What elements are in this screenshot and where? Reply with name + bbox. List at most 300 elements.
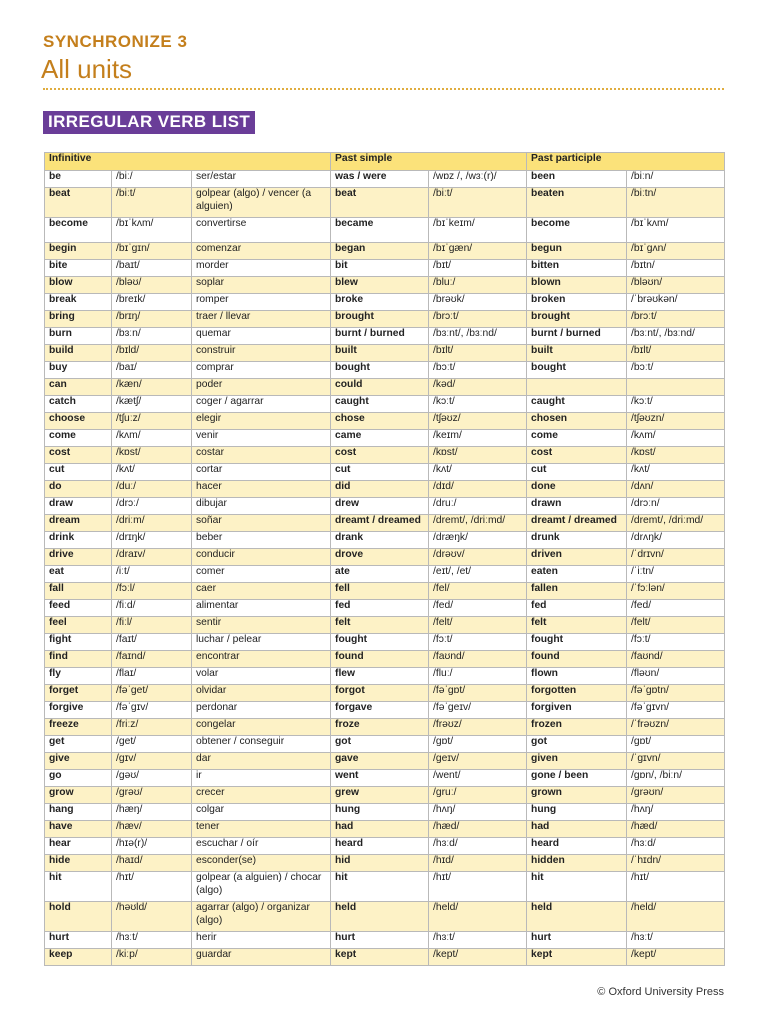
infinitive-cell: grow (45, 787, 112, 804)
past-participle-ipa-cell: /biːtn/ (627, 188, 725, 218)
translation-cell: comer (192, 566, 331, 583)
translation-cell: ser/estar (192, 171, 331, 188)
infinitive-cell: cut (45, 464, 112, 481)
copyright-footer: © Oxford University Press (597, 986, 724, 998)
infinitive-ipa-cell: /bɪˈɡɪn/ (112, 243, 192, 260)
translation-cell: agarrar (algo) / organizar (algo) (192, 902, 331, 932)
past-participle-cell: held (527, 902, 627, 932)
infinitive-ipa-cell: /ɡɪv/ (112, 753, 192, 770)
infinitive-ipa-cell: /tʃuːz/ (112, 413, 192, 430)
past-simple-ipa-cell: /brɔːt/ (429, 311, 527, 328)
translation-cell: dibujar (192, 498, 331, 515)
past-simple-ipa-cell: /ɡruː/ (429, 787, 527, 804)
past-participle-ipa-cell: /held/ (627, 902, 725, 932)
past-participle-cell: had (527, 821, 627, 838)
past-simple-cell: drank (331, 532, 429, 549)
infinitive-ipa-cell: /driːm/ (112, 515, 192, 532)
past-participle-ipa-cell: /drʌŋk/ (627, 532, 725, 549)
past-participle-cell: fed (527, 600, 627, 617)
past-simple-ipa-cell: /tʃəʊz/ (429, 413, 527, 430)
past-simple-cell: felt (331, 617, 429, 634)
infinitive-ipa-cell: /bɜːn/ (112, 328, 192, 345)
past-participle-ipa-cell: /hɪt/ (627, 872, 725, 902)
past-participle-cell: hidden (527, 855, 627, 872)
table-row (45, 515, 725, 532)
past-simple-ipa-cell: /hɪt/ (429, 872, 527, 902)
infinitive-ipa-cell: /faɪnd/ (112, 651, 192, 668)
table-row (45, 481, 725, 498)
table-row (45, 838, 725, 855)
infinitive-cell: eat (45, 566, 112, 583)
infinitive-ipa-cell: /bləʊ/ (112, 277, 192, 294)
past-simple-ipa-cell: /druː/ (429, 498, 527, 515)
translation-cell: obtener / conseguir (192, 736, 331, 753)
infinitive-ipa-cell: /draɪv/ (112, 549, 192, 566)
past-simple-cell: forgave (331, 702, 429, 719)
infinitive-cell: begin (45, 243, 112, 260)
infinitive-ipa-cell: /baɪt/ (112, 260, 192, 277)
past-participle-ipa-cell: /ˈbrəʊkən/ (627, 294, 725, 311)
section-heading: IRREGULAR VERB LIST (43, 111, 255, 134)
translation-cell: alimentar (192, 600, 331, 617)
past-participle-ipa-cell: /ɡɒt/ (627, 736, 725, 753)
past-participle-ipa-cell: /ˈfrəʊzn/ (627, 719, 725, 736)
past-participle-cell: fallen (527, 583, 627, 600)
translation-cell: morder (192, 260, 331, 277)
past-participle-cell: chosen (527, 413, 627, 430)
translation-cell: soplar (192, 277, 331, 294)
past-participle-cell: heard (527, 838, 627, 855)
past-simple-ipa-cell: /hɜːt/ (429, 932, 527, 949)
past-participle-ipa-cell: /hæd/ (627, 821, 725, 838)
past-participle-cell: flown (527, 668, 627, 685)
past-participle-ipa-cell: /kʌm/ (627, 430, 725, 447)
past-participle-cell: hit (527, 872, 627, 902)
translation-cell: construir (192, 345, 331, 362)
past-simple-cell: froze (331, 719, 429, 736)
past-simple-ipa-cell: /fəˈɡɒt/ (429, 685, 527, 702)
past-participle-ipa-cell: /bɪˈkʌm/ (627, 218, 725, 243)
infinitive-cell: blow (45, 277, 112, 294)
past-simple-cell: hurt (331, 932, 429, 949)
table-row (45, 753, 725, 770)
past-participle-ipa-cell: /bɪˈɡʌn/ (627, 243, 725, 260)
infinitive-cell: build (45, 345, 112, 362)
table-row (45, 188, 725, 218)
table-row (45, 719, 725, 736)
table-row (45, 949, 725, 966)
past-simple-cell: brought (331, 311, 429, 328)
past-simple-ipa-cell: /fluː/ (429, 668, 527, 685)
infinitive-ipa-cell: /biː/ (112, 171, 192, 188)
past-simple-ipa-cell: /kept/ (429, 949, 527, 966)
infinitive-ipa-cell: /ɡet/ (112, 736, 192, 753)
past-participle-cell: bitten (527, 260, 627, 277)
infinitive-cell: feed (45, 600, 112, 617)
past-participle-cell: dreamt / dreamed (527, 515, 627, 532)
past-participle-ipa-cell: /bɔːt/ (627, 362, 725, 379)
infinitive-cell: hurt (45, 932, 112, 949)
translation-cell: soñar (192, 515, 331, 532)
past-participle-ipa-cell: /fɔːt/ (627, 634, 725, 651)
infinitive-cell: hide (45, 855, 112, 872)
infinitive-ipa-cell: /fəˈɡɪv/ (112, 702, 192, 719)
table-row (45, 277, 725, 294)
past-participle-cell: beaten (527, 188, 627, 218)
past-simple-cell: hit (331, 872, 429, 902)
translation-cell: traer / llevar (192, 311, 331, 328)
past-participle-ipa-cell: /fləʊn/ (627, 668, 725, 685)
past-simple-cell: fed (331, 600, 429, 617)
past-simple-ipa-cell: /wɒz /, /wɜː(r)/ (429, 171, 527, 188)
infinitive-ipa-cell: /friːz/ (112, 719, 192, 736)
past-simple-ipa-cell: /fel/ (429, 583, 527, 600)
past-simple-ipa-cell: /kɒst/ (429, 447, 527, 464)
table-row (45, 171, 725, 188)
past-simple-cell: burnt / burned (331, 328, 429, 345)
table-row (45, 311, 725, 328)
infinitive-cell: hit (45, 872, 112, 902)
verb-table-body (45, 171, 725, 966)
translation-cell: conducir (192, 549, 331, 566)
infinitive-cell: cost (45, 447, 112, 464)
past-simple-ipa-cell: /ɡɒt/ (429, 736, 527, 753)
infinitive-cell: drive (45, 549, 112, 566)
past-simple-ipa-cell: /eɪt/, /et/ (429, 566, 527, 583)
infinitive-ipa-cell: /brɪŋ/ (112, 311, 192, 328)
translation-cell: tener (192, 821, 331, 838)
table-row (45, 260, 725, 277)
past-participle-cell: gone / been (527, 770, 627, 787)
translation-cell: ir (192, 770, 331, 787)
past-participle-ipa-cell: /faʊnd/ (627, 651, 725, 668)
past-participle-cell: given (527, 753, 627, 770)
past-participle-cell: blown (527, 277, 627, 294)
past-simple-ipa-cell: /bɔːt/ (429, 362, 527, 379)
translation-cell: beber (192, 532, 331, 549)
infinitive-cell: fall (45, 583, 112, 600)
infinitive-cell: buy (45, 362, 112, 379)
table-row (45, 855, 725, 872)
past-participle-cell: cost (527, 447, 627, 464)
infinitive-cell: forgive (45, 702, 112, 719)
infinitive-ipa-cell: /kætʃ/ (112, 396, 192, 413)
past-participle-cell (527, 379, 627, 396)
past-simple-ipa-cell: /dɪd/ (429, 481, 527, 498)
translation-cell: esconder(se) (192, 855, 331, 872)
table-row (45, 345, 725, 362)
past-simple-cell: hid (331, 855, 429, 872)
infinitive-cell: fight (45, 634, 112, 651)
past-simple-ipa-cell: /bɪlt/ (429, 345, 527, 362)
table-row (45, 294, 725, 311)
header-past-participle: Past participle (527, 153, 725, 171)
past-participle-cell: drunk (527, 532, 627, 549)
past-simple-cell: did (331, 481, 429, 498)
past-participle-cell: become (527, 218, 627, 243)
table-row (45, 702, 725, 719)
past-participle-cell: bought (527, 362, 627, 379)
table-row (45, 447, 725, 464)
past-participle-cell: drawn (527, 498, 627, 515)
infinitive-ipa-cell: /iːt/ (112, 566, 192, 583)
past-participle-cell: hung (527, 804, 627, 821)
infinitive-ipa-cell: /biːt/ (112, 188, 192, 218)
past-simple-ipa-cell: /kəd/ (429, 379, 527, 396)
past-simple-cell: bit (331, 260, 429, 277)
infinitive-ipa-cell: /hɪə(r)/ (112, 838, 192, 855)
translation-cell: quemar (192, 328, 331, 345)
infinitive-cell: find (45, 651, 112, 668)
translation-cell: congelar (192, 719, 331, 736)
past-simple-cell: beat (331, 188, 429, 218)
infinitive-ipa-cell: /ɡrəʊ/ (112, 787, 192, 804)
table-row (45, 362, 725, 379)
table-row (45, 736, 725, 753)
past-simple-cell: came (331, 430, 429, 447)
infinitive-cell: go (45, 770, 112, 787)
infinitive-ipa-cell: /fiːd/ (112, 600, 192, 617)
infinitive-ipa-cell: /haɪd/ (112, 855, 192, 872)
infinitive-cell: hold (45, 902, 112, 932)
past-participle-ipa-cell: /hɜːt/ (627, 932, 725, 949)
table-row (45, 804, 725, 821)
table-row (45, 566, 725, 583)
dotted-divider (43, 88, 724, 90)
infinitive-cell: have (45, 821, 112, 838)
past-simple-ipa-cell: /went/ (429, 770, 527, 787)
past-simple-cell: went (331, 770, 429, 787)
translation-cell: comenzar (192, 243, 331, 260)
translation-cell: caer (192, 583, 331, 600)
past-participle-cell: felt (527, 617, 627, 634)
table-header-row (45, 153, 725, 171)
table-row (45, 685, 725, 702)
infinitive-ipa-cell: /baɪ/ (112, 362, 192, 379)
past-participle-cell: forgotten (527, 685, 627, 702)
infinitive-cell: beat (45, 188, 112, 218)
past-simple-cell: cost (331, 447, 429, 464)
translation-cell: luchar / pelear (192, 634, 331, 651)
infinitive-ipa-cell: /kæn/ (112, 379, 192, 396)
past-participle-ipa-cell: /ˈfɔːlən/ (627, 583, 725, 600)
past-participle-cell: fought (527, 634, 627, 651)
table-row (45, 583, 725, 600)
past-participle-cell: cut (527, 464, 627, 481)
past-simple-cell: ate (331, 566, 429, 583)
past-participle-ipa-cell: /bləʊn/ (627, 277, 725, 294)
past-participle-cell: frozen (527, 719, 627, 736)
translation-cell: coger / agarrar (192, 396, 331, 413)
past-simple-cell: kept (331, 949, 429, 966)
past-participle-cell: been (527, 171, 627, 188)
translation-cell: cortar (192, 464, 331, 481)
past-participle-ipa-cell: /ˈɡɪvn/ (627, 753, 725, 770)
infinitive-cell: drink (45, 532, 112, 549)
infinitive-ipa-cell: /kɒst/ (112, 447, 192, 464)
past-participle-ipa-cell: /brɔːt/ (627, 311, 725, 328)
page-title: All units (41, 54, 133, 84)
past-simple-ipa-cell: /fɔːt/ (429, 634, 527, 651)
past-participle-cell: kept (527, 949, 627, 966)
past-simple-ipa-cell: /hɪd/ (429, 855, 527, 872)
past-simple-cell: gave (331, 753, 429, 770)
translation-cell: hacer (192, 481, 331, 498)
past-participle-ipa-cell: /fəˈɡɒtn/ (627, 685, 725, 702)
past-participle-ipa-cell: /biːn/ (627, 171, 725, 188)
past-participle-ipa-cell: /hɜːd/ (627, 838, 725, 855)
past-simple-ipa-cell: /drəʊv/ (429, 549, 527, 566)
past-simple-cell: blew (331, 277, 429, 294)
brand-label: SYNCHRONIZE 3 (43, 32, 188, 51)
past-participle-ipa-cell: /ɡɒn/, /biːn/ (627, 770, 725, 787)
infinitive-ipa-cell: /hæv/ (112, 821, 192, 838)
past-participle-cell: built (527, 345, 627, 362)
translation-cell: comprar (192, 362, 331, 379)
past-participle-cell: broken (527, 294, 627, 311)
past-participle-cell: found (527, 651, 627, 668)
past-participle-ipa-cell: /drɔːn/ (627, 498, 725, 515)
past-simple-cell: fought (331, 634, 429, 651)
past-participle-ipa-cell: /fed/ (627, 600, 725, 617)
translation-cell: romper (192, 294, 331, 311)
translation-cell: poder (192, 379, 331, 396)
translation-cell: olvidar (192, 685, 331, 702)
infinitive-ipa-cell: /həʊld/ (112, 902, 192, 932)
table-row (45, 651, 725, 668)
table-row (45, 498, 725, 515)
table-row (45, 413, 725, 430)
translation-cell: sentir (192, 617, 331, 634)
infinitive-ipa-cell: /kʌm/ (112, 430, 192, 447)
past-participle-ipa-cell: /dʌn/ (627, 481, 725, 498)
infinitive-cell: be (45, 171, 112, 188)
past-simple-cell: could (331, 379, 429, 396)
past-simple-ipa-cell: /faʊnd/ (429, 651, 527, 668)
past-simple-cell: hung (331, 804, 429, 821)
infinitive-cell: come (45, 430, 112, 447)
table-row (45, 218, 725, 243)
past-simple-cell: caught (331, 396, 429, 413)
past-simple-cell: found (331, 651, 429, 668)
past-participle-cell: driven (527, 549, 627, 566)
past-participle-ipa-cell: /bɜːnt/, /bɜːnd/ (627, 328, 725, 345)
past-simple-ipa-cell: /dræŋk/ (429, 532, 527, 549)
past-participle-cell: begun (527, 243, 627, 260)
past-participle-cell: come (527, 430, 627, 447)
past-participle-ipa-cell: /bɪtn/ (627, 260, 725, 277)
table-row (45, 243, 725, 260)
past-participle-ipa-cell: /tʃəʊzn/ (627, 413, 725, 430)
table-row (45, 821, 725, 838)
table-row (45, 600, 725, 617)
past-participle-cell: brought (527, 311, 627, 328)
past-participle-ipa-cell: /kept/ (627, 949, 725, 966)
table-row (45, 328, 725, 345)
past-participle-ipa-cell: /bɪlt/ (627, 345, 725, 362)
table-row (45, 634, 725, 651)
past-simple-cell: built (331, 345, 429, 362)
table-row (45, 430, 725, 447)
past-simple-ipa-cell: /ɡeɪv/ (429, 753, 527, 770)
table-row (45, 464, 725, 481)
infinitive-cell: fly (45, 668, 112, 685)
infinitive-ipa-cell: /flaɪ/ (112, 668, 192, 685)
infinitive-cell: draw (45, 498, 112, 515)
infinitive-ipa-cell: /bɪˈkʌm/ (112, 218, 192, 243)
translation-cell: costar (192, 447, 331, 464)
past-participle-ipa-cell: /kʌt/ (627, 464, 725, 481)
past-simple-cell: broke (331, 294, 429, 311)
translation-cell: volar (192, 668, 331, 685)
infinitive-cell: freeze (45, 719, 112, 736)
past-simple-cell: got (331, 736, 429, 753)
table-row (45, 549, 725, 566)
translation-cell: elegir (192, 413, 331, 430)
past-simple-cell: fell (331, 583, 429, 600)
past-simple-cell: had (331, 821, 429, 838)
past-simple-cell: forgot (331, 685, 429, 702)
past-simple-cell: became (331, 218, 429, 243)
infinitive-ipa-cell: /hɜːt/ (112, 932, 192, 949)
infinitive-ipa-cell: /ɡəʊ/ (112, 770, 192, 787)
past-simple-ipa-cell: /frəʊz/ (429, 719, 527, 736)
past-participle-ipa-cell: /ˈiːtn/ (627, 566, 725, 583)
translation-cell: colgar (192, 804, 331, 821)
past-simple-ipa-cell: /bluː/ (429, 277, 527, 294)
past-participle-ipa-cell (627, 379, 725, 396)
infinitive-cell: feel (45, 617, 112, 634)
past-simple-cell: chose (331, 413, 429, 430)
past-simple-cell: drove (331, 549, 429, 566)
table-row (45, 379, 725, 396)
infinitive-cell: hear (45, 838, 112, 855)
past-participle-cell: burnt / burned (527, 328, 627, 345)
translation-cell: golpear (algo) / vencer (a alguien) (192, 188, 331, 218)
infinitive-ipa-cell: /drɪŋk/ (112, 532, 192, 549)
infinitive-ipa-cell: /fɔːl/ (112, 583, 192, 600)
irregular-verb-table (44, 152, 725, 966)
past-participle-cell: hurt (527, 932, 627, 949)
past-participle-ipa-cell: /ˈhɪdn/ (627, 855, 725, 872)
past-simple-cell: cut (331, 464, 429, 481)
past-simple-ipa-cell: /held/ (429, 902, 527, 932)
past-simple-ipa-cell: /felt/ (429, 617, 527, 634)
past-simple-ipa-cell: /dremt/, /driːmd/ (429, 515, 527, 532)
past-simple-ipa-cell: /fed/ (429, 600, 527, 617)
infinitive-ipa-cell: /kʌt/ (112, 464, 192, 481)
infinitive-cell: give (45, 753, 112, 770)
past-simple-ipa-cell: /bɜːnt/, /bɜːnd/ (429, 328, 527, 345)
past-participle-ipa-cell: /hʌŋ/ (627, 804, 725, 821)
past-simple-ipa-cell: /kʌt/ (429, 464, 527, 481)
past-simple-ipa-cell: /bɪˈɡæn/ (429, 243, 527, 260)
header-infinitive: Infinitive (45, 153, 331, 171)
past-simple-cell: began (331, 243, 429, 260)
table-row (45, 668, 725, 685)
translation-cell: crecer (192, 787, 331, 804)
infinitive-ipa-cell: /kiːp/ (112, 949, 192, 966)
past-simple-ipa-cell: /hʌŋ/ (429, 804, 527, 821)
infinitive-ipa-cell: /faɪt/ (112, 634, 192, 651)
past-simple-ipa-cell: /kɔːt/ (429, 396, 527, 413)
table-row (45, 396, 725, 413)
past-simple-ipa-cell: /bɪˈkeɪm/ (429, 218, 527, 243)
past-participle-ipa-cell: /dremt/, /driːmd/ (627, 515, 725, 532)
past-participle-cell: caught (527, 396, 627, 413)
table-row (45, 902, 725, 932)
translation-cell: encontrar (192, 651, 331, 668)
